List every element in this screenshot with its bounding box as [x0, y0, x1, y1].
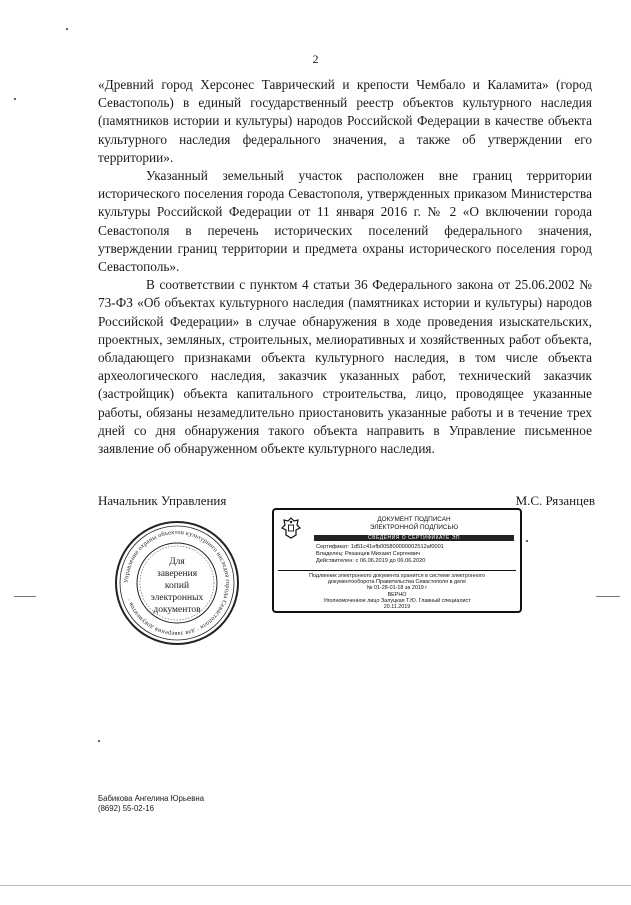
electronic-signature-stamp: [272, 508, 522, 613]
esign-certificate: Сертификат: 1d51c41efb005800000002512af0001: [316, 544, 444, 550]
esign-title-line: ДОКУМЕНТ ПОДПИСАН: [377, 516, 451, 523]
scan-edge: [0, 885, 631, 886]
seal-line: документов: [153, 605, 201, 615]
svg-text:Управление охраны объектов кул: Управление охраны объектов культурного наследия города Севастополя · для заверения документов ·: [122, 528, 232, 638]
esign-band: СВЕДЕНИЯ О СЕРТИФИКАТЕ ЭП: [314, 535, 514, 541]
seal-line: копий: [164, 581, 190, 591]
esign-verno: ВЕРНО: [387, 591, 407, 598]
author-phone: (8692) 55-02-16: [98, 804, 154, 813]
signer-position: Начальник Управления: [98, 493, 227, 508]
scan-speck: [98, 740, 100, 742]
esign-title: [314, 516, 514, 532]
scan-mark: [596, 596, 620, 597]
author-name: Бабикова Ангелина Юрьевна: [98, 794, 205, 803]
esign-date: 20.11.2019: [383, 604, 411, 611]
scan-speck: [526, 540, 528, 542]
seal-line: Для: [169, 557, 185, 567]
scan-mark: [14, 596, 36, 597]
esign-info: [280, 573, 514, 610]
letter-body: [98, 76, 592, 458]
page-number: 2: [312, 52, 319, 66]
esign-owner: Владелец: Рязанцев Михаил Сергеевич: [316, 551, 421, 557]
seal-line: заверения: [156, 569, 198, 579]
author-block: [98, 794, 204, 814]
coat-of-arms-icon: [280, 516, 302, 540]
scan-speck: [66, 28, 68, 30]
signer-name: М.С. Рязанцев: [515, 493, 595, 508]
esign-valid: Действителен: с 06.06.2019 до 06.06.2020: [316, 558, 426, 564]
esign-title-line: ЭЛЕКТРОННОЙ ПОДПИСЬЮ: [369, 524, 459, 531]
round-seal: [114, 520, 240, 646]
paragraph: В соответствии с пунктом 4 статьи 36 Федерального закона от 25.06.2002 № 73-ФЗ «Об объектах культурного наследия (памятниках истории и культуры) народов Российской Федерации» в случае обнаружения в ходе проведения изыскательских, проектных, земляных, строительных, мелиоративных и хозяйственных работ объекта, обладающего признаками объекта культурного наследия, в том числе объекта археологического наследия, заказчик указанных работ, технический заказчик (застройщик) объекта капитального строительства, лицо, проводящее указанные работы, обязаны незамедлительно приостановить указанные работы и в течение трех дней со дня обнаружения такого объекта направить в Управление письменное заявление об обнаруженном объекте культурного наследия.: [98, 277, 592, 457]
paragraph: «Древний город Херсонес Таврический и крепости Чембало и Каламита» (город Севастополь) в единый государственный реестр объектов культурного наследия (памятников истории и культуры) народов Российской Федерации в качестве объекта культурного наследия федерального значения, а также об утверждении его территории».: [98, 77, 592, 165]
seal-line: электронных: [150, 593, 204, 603]
scan-speck: [14, 98, 16, 100]
esign-note: № 01-28-01-18 за 2019 г: [366, 585, 428, 592]
esign-note: Подлинник электронного документа хранится в системе электронного: [309, 573, 485, 579]
paragraph: Указанный земельный участок расположен вне границ территории исторического поселения города Севастополя, утвержденных приказом Министерства культуры Российской Федерации от 11 января 2016 г. № 2 «О включении города Севастополя в перечень исторических поселений федерального значения, утверждении границ территории и предмета охраны исторического поселения город Севастополь».: [98, 168, 592, 275]
esign-note: документооборота Правительства Севастополя в деле: [327, 579, 467, 586]
esign-divider: [278, 570, 516, 571]
esign-authorized: Уполномоченное лицо Залуцкая Т.Ю. Главный специалист: [323, 597, 471, 604]
